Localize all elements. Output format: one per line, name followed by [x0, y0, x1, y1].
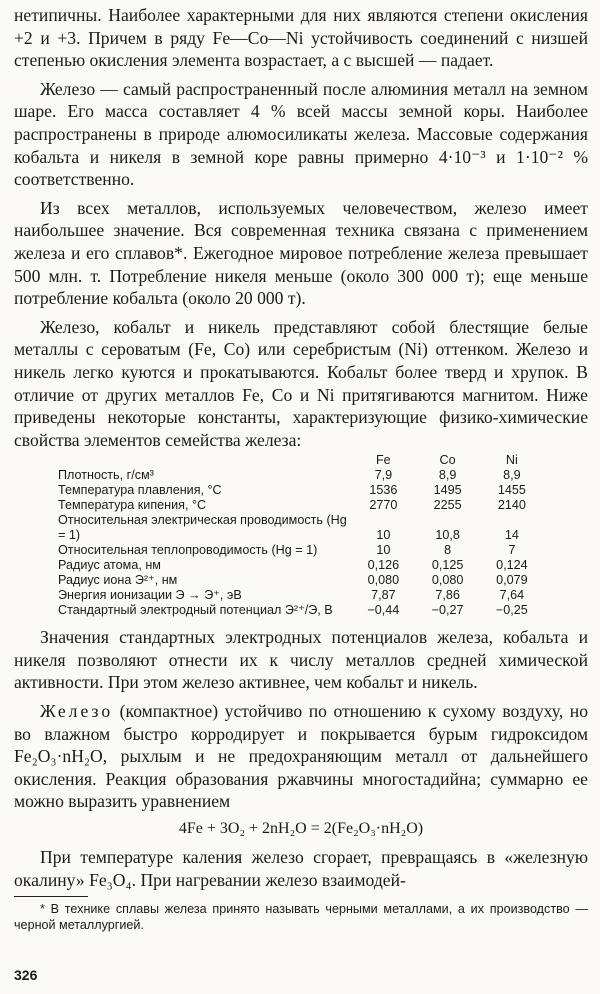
table-row	[58, 603, 544, 618]
header-ni: Ni	[505, 453, 518, 468]
cell-co: −0,27	[431, 603, 464, 618]
paragraph-corrosion-text: (компактное) устойчиво по отношению к сухому воздуху, но во влажном быстро корродирует и покрывается бурым гидроксидом Fe₂O₃·nH₂O, рыхлым и не предохраняющим металл от дальнейшего окисления. Реакция образования ржавчины многостадийна; суммарно ее можно выразить уравнением	[14, 701, 588, 812]
table-row	[58, 588, 544, 603]
page-body	[14, 4, 588, 933]
table-row	[58, 498, 544, 513]
cell-co: 2255	[433, 498, 462, 513]
rust-equation: 4Fe + 3O₂ + 2nH₂O = 2(Fe₂O₃·nH₂O)	[178, 820, 424, 838]
footnote-divider	[14, 896, 88, 897]
paragraph-intro: нетипичны. Наиболее характерными для них являются степени окисления +2 и +3. Причем в ряду Fe—Co—Ni устойчивость соединений с низшей степенью окисления элемента возрастает, а с высшей — падает.	[14, 5, 588, 71]
cell-fe: −0,44	[367, 603, 400, 618]
table-row	[58, 558, 544, 573]
table-row	[58, 513, 544, 543]
cell-fe: 10	[376, 543, 391, 558]
header-co: Co	[439, 453, 456, 468]
cell-ni: 8,9	[503, 468, 521, 483]
cell-ni: 7	[508, 543, 516, 558]
paragraph-usage: Из всех металлов, используемых человечеством, железо имеет наибольшее значение. Вся современная техника связана с применением железа и его сплавов*. Ежегодное мировое потребление железа превышает 500 млн. т. Потребление никеля меньше (около 300 000 т); еще меньше потребление кобальта (около 20 000 т).	[14, 197, 588, 309]
row-label: Относительная теплопроводимость (Hg = 1)	[58, 543, 318, 558]
cell-fe: 7,87	[371, 588, 396, 603]
cell-ni: 2140	[497, 498, 526, 513]
cell-fe: 2770	[369, 498, 398, 513]
cell-ni: 14	[504, 528, 519, 543]
table-row	[58, 483, 544, 498]
paragraph-burning: При температуре каления железо сгорает, превращаясь в «железную окалину» Fe₃O₄. При нагревании железо взаимодей-	[14, 847, 588, 890]
term-iron-spaced: Железо	[40, 701, 114, 722]
paragraph-properties: Железо, кобальт и никель представляют собой блестящие белые металлы с сероватым (Fe, Co) или серебристым (Ni) оттенком. Железо и никель легко куются и прокатываются. Кобальт более тверд и хрупок. В отличие от других металлов Fe, Co и Ni притягиваются магнитом. Ниже приведены некоторые константы, характеризующие физико-химические свойства элементов семейства железа:	[14, 316, 588, 450]
cell-fe: 10	[376, 528, 391, 543]
table-row	[58, 543, 544, 558]
cell-ni: 0,124	[496, 558, 528, 573]
cell-fe: 0,080	[367, 573, 400, 588]
cell-co: 7,86	[435, 588, 460, 603]
footnote: * В технике сплавы железа принято называть черными металлами, а их производство — черной металлургией.	[14, 902, 588, 933]
row-label: Температура плавления, °С	[58, 483, 222, 498]
row-label: Относительная электрическая проводимость (Hg = 1)	[58, 513, 347, 543]
cell-fe: 1536	[369, 483, 398, 498]
header-fe: Fe	[375, 453, 391, 468]
cell-co: 8	[444, 543, 452, 558]
paragraph-potentials: Значения стандартных электродных потенциалов железа, кобальта и никеля позволяют отнести их к числу металлов средней химической активности. При этом железо активнее, чем кобальт и никель.	[14, 627, 588, 693]
paragraph-corrosion	[14, 700, 588, 813]
cell-fe: 7,9	[374, 468, 393, 483]
cell-ni: 0,079	[496, 573, 528, 588]
row-label: Плотность, г/см³	[58, 468, 154, 483]
row-label: Температура кипения, °С	[58, 498, 207, 513]
cell-co: 8,9	[438, 468, 457, 483]
constants-table	[58, 453, 544, 618]
paragraph-abundance: Железо — самый распространенный после алюминия металл на земном шаре. Его масса составляет 4 % всей массы земной коры. Наиболее распространены в природе алюмосиликаты железа. Массовые содержания кобальта и никеля в земной коре равны примерно 4·10⁻³ и 1·10⁻² % соответственно.	[14, 78, 588, 190]
cell-co: 0,080	[431, 573, 464, 588]
cell-co: 1495	[433, 483, 462, 498]
cell-ni: 7,64	[499, 588, 525, 603]
row-label: Радиус атома, нм	[58, 558, 161, 573]
cell-ni: −0,25	[495, 603, 528, 618]
page-number: 326	[14, 967, 38, 983]
row-label: Энергия ионизации Э → Э⁺, эВ	[58, 588, 242, 603]
cell-co: 10,8	[435, 528, 460, 543]
cell-co: 0,125	[431, 558, 464, 573]
cell-fe: 0,126	[367, 558, 400, 573]
cell-ni: 1455	[497, 483, 526, 498]
table-row	[58, 573, 544, 588]
row-label: Стандартный электродный потенциал Э²⁺/Э, В	[58, 603, 333, 618]
row-label: Радиус иона Э²⁺, нм	[58, 573, 178, 588]
table-row	[58, 468, 544, 483]
